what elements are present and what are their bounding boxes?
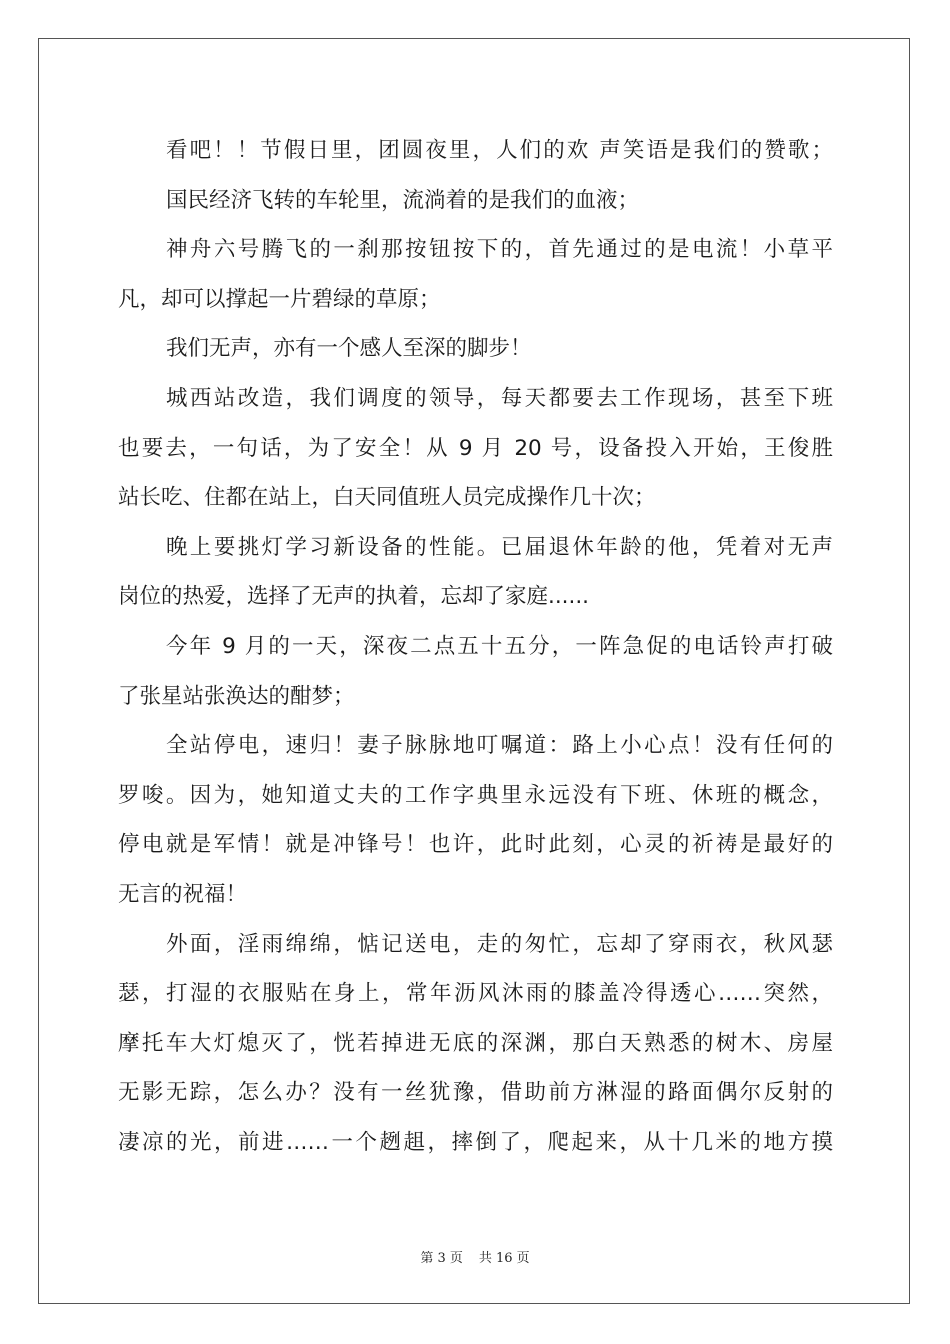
- text-line: 瑟，打湿的衣服贴在身上，常年沥风沐雨的膝盖冷得透心……突然，: [118, 981, 833, 1007]
- text-line: 了张星站张涣达的酣梦；: [118, 683, 355, 709]
- text-line: 全站停电，速归！妻子脉脉地叮嘱道：路上小心点！没有任何的: [166, 733, 833, 759]
- text-line: 今年 9 月的一天，深夜二点五十五分，一阵急促的电话铃声打破: [166, 633, 833, 659]
- text-line: 国民经济飞转的车轮里，流淌着的是我们的血液；: [166, 187, 640, 213]
- text-line: 晚上要挑灯学习新设备的性能。已届退休年龄的他，凭着对无声: [166, 534, 833, 560]
- text-line: 凄凉的光，前进……一个趔趄，摔倒了，爬起来，从十几米的地方摸: [118, 1129, 833, 1155]
- text-line: 城西站改造，我们调度的领导，每天都要去工作现场，甚至下班: [166, 385, 833, 411]
- text-line: 看吧！！节假日里，团圆夜里，人们的欢 声笑语是我们的赞歌；: [166, 138, 833, 163]
- page-number: 第 3 页: [420, 1251, 463, 1266]
- page-total: 共 16 页: [478, 1251, 530, 1266]
- text-line: 岗位的热爱，选择了无声的执着，忘却了家庭......: [118, 584, 590, 610]
- page-footer: [0, 1247, 950, 1266]
- text-line: 也要去，一句话，为了安全！从 9 月 20 号，设备投入开始，王俊胜: [118, 435, 833, 461]
- document-body: [118, 126, 833, 1167]
- text-line: 无言的祝福！: [118, 881, 248, 907]
- text-line: 凡，却可以撑起一片碧绿的草原；: [118, 286, 441, 312]
- text-line: 无影无踪，怎么办？没有一丝犹豫，借助前方淋湿的路面偶尔反射的: [118, 1080, 833, 1106]
- text-line: 神舟六号腾飞的一刹那按钮按下的，首先通过的是电流！小草平: [166, 237, 833, 263]
- text-line: 我们无声，亦有一个感人至深的脚步！: [166, 336, 532, 362]
- text-line: 罗唆。因为，她知道丈夫的工作字典里永远没有下班、休班的概念，: [118, 782, 833, 808]
- text-line: 外面，淫雨绵绵，惦记送电，走的匆忙，忘却了穿雨衣，秋风瑟: [166, 931, 833, 957]
- text-line: 停电就是军情！就是冲锋号！也许，此时此刻，心灵的祈祷是最好的: [118, 832, 833, 858]
- text-line: 摩托车大灯熄灭了，恍若掉进无底的深渊，那白天熟悉的树木、房屋: [118, 1030, 833, 1056]
- text-line: 站长吃、住都在站上，白天同值班人员完成操作几十次；: [118, 485, 656, 511]
